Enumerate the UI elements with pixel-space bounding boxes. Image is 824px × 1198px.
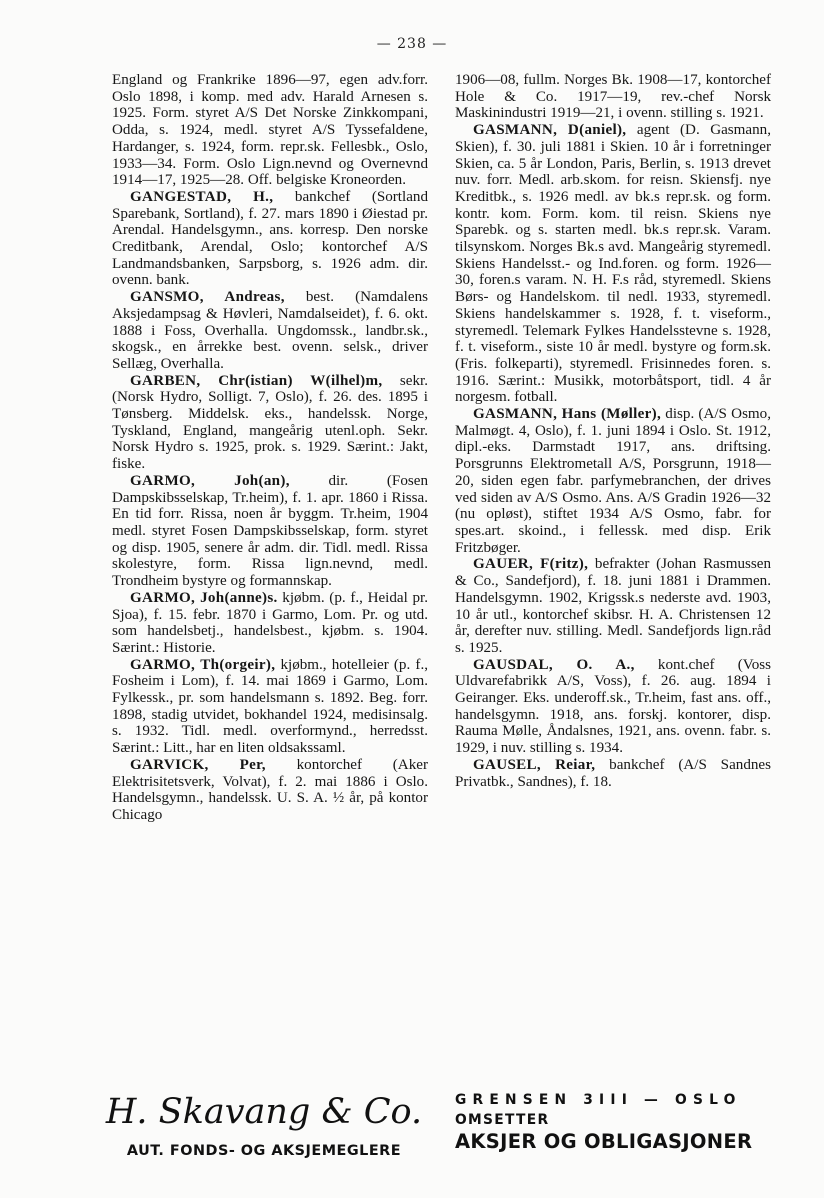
entry-text: dir. (Fosen Dampskibsselskap, Tr.heim), f. 1. apr. 1860 i Rissa. En tid forr. Rissa, noen år byggm. Tr.heim, 1904 medl. styret Fosen Dampskibsselskap, form. styret og disp. 1905, senere år adm. dir. Tidl. medl. Rissa skolestyre, form. Rissa lign.nevnd, medl. Trondheim bystyre og formannskap. bbox=[112, 472, 428, 590]
entry-text: bankchef (Sortland Sparebank, Sortland), f. 27. mars 1890 i Øiestad pr. Arendal. Handelsgymn., ans. korresp. Den norske Creditbank, Arendal, Oslo; kontorchef A/S Landmandsbanken, Sarpsborg, s. 1926 adm. dir. ovenn. bank. bbox=[112, 188, 428, 289]
firm-subtitle: AUT. FONDS- OG AKSJEMEGLERE bbox=[126, 1143, 402, 1159]
biography-entry bbox=[112, 373, 428, 473]
biography-entry bbox=[112, 657, 428, 757]
biography-entry bbox=[455, 122, 771, 406]
entry-text: befrakter (Johan Rasmussen & Co., Sandefjord), f. 18. juni 1881 i Drammen. Handelsgymn. 1902, Krigssk.s nederste avd. 1903, 10 år utl., kontorchef skibsr. H. A. Christensen 12 år, derefter nuv. stilling. Medl. Sandefjords lign.råd s. 1925. bbox=[455, 556, 771, 656]
entry-text: 1906—08, fullm. Norges Bk. 1908—17, kontorchef Hole & Co. 1917—19, rev.-chef Norsk Maskinindustri 1919—21, i ovenn. stilling s. 1921. bbox=[455, 72, 771, 122]
entry-text: agent (D. Gasmann, Skien), f. 30. juli 1881 i Skien. 10 år i forretninger Skien, ca. 5 år London, Paris, Berlin, s. 1913 drevet nuv. forr. Medl. arb.skom. for reisn. Skiensfj. nye Kreditbk., s. 1926 medl. av bk.s repr.sk. og form. kontr. kom. Form. kom. til reisn. Skiens nye Sparebk. og s. starten medl. bk.s repr.sk. Varam. tilsynskom. Norges Bk.s avd. Mangeårig styremedl. Skiens Handelsst.- og Ind.foren. og form. 1926—30, foren.s varam. N. H. F.s råd, styremedl. Skiens Børs- og Handelskom. til nedl. 1933, styremedl. Skiens handelskammer s. 1928, f. t. viseform., styremedl. Telemark Fylkes Handelsstevne s. 1928, f. t. viseform., siste 10 år medl. bystyre og form.sk. (Fris. folkeparti), styremedl. Frisinnedes foren. s. 1916. Særint.: Musikk, motorbåtsport, tidl. 4 år norgesm. fotball. bbox=[455, 122, 771, 406]
biography-entry bbox=[112, 590, 428, 657]
entry-text: kontorchef (Aker Elektrisitetsverk, Volvat), f. 2. mai 1886 i Oslo. Handelsgymn., handelssk. U. S. A. ½ år, på kontor Chicago bbox=[112, 756, 428, 823]
biography-entry bbox=[112, 72, 428, 189]
entry-name: GAUSDAL, O. A., bbox=[473, 656, 635, 673]
ad-omsetter: OMSETTER bbox=[455, 1112, 550, 1128]
page-number: — 238 — bbox=[376, 36, 448, 52]
entry-text: kjøbm., hotelleier (p. f., Fosheim i Lom), f. 14. mai 1869 i Garmo, Lom. Fylkessk., pr. som handelsmann s. 1892. Beg. forr. 1898, stadig utvidet, bokhandel 1924, medisinsalg. s. 1932. Tidl. medl. overformynd., herredsst. Særint.: Litt., har en liten oldsakssaml. bbox=[112, 656, 428, 757]
firm-name: H. Skavang & Co. bbox=[105, 1092, 423, 1132]
entry-text: England og Frankrike 1896—97, egen adv.forr. Oslo 1898, i komp. med adv. Harald Arnesen s. 1925. Form. styret A/S Det Norske Zinkkompani, Odda, s. 1924, medl. styret A/S Tyssefaldene, Hardanger, s. 1924, form. repr.sk. Fellesbk., Oslo, 1933—34. Form. Oslo Lign.nevnd og Overnevnd 1914—17, 1925—28. Off. belgiske Kroneorden. bbox=[112, 72, 428, 189]
entry-name: GAUER, F(ritz), bbox=[473, 556, 589, 573]
entry-name: GARMO, Th(orgeir), bbox=[130, 656, 276, 673]
entry-name: GARMO, Joh(an), bbox=[130, 472, 290, 489]
biography-entry bbox=[455, 556, 771, 656]
entry-name: GARBEN, Chr(istian) W(ilhel)m, bbox=[130, 372, 383, 389]
biography-entry bbox=[112, 473, 428, 590]
entry-name: GANSMO, Andreas, bbox=[130, 289, 285, 306]
biography-entry bbox=[455, 72, 771, 122]
biography-entry bbox=[455, 657, 771, 757]
entry-name: GASMANN, D(aniel), bbox=[473, 122, 627, 139]
entry-text: best. (Namdalens Aksjedampsag & Høvleri, Namdalseidet), f. 6. okt. 1888 i Foss, Overhalla. Ungdomssk., landbr.sk., skogsk., en årrekke best. ovenn. selsk., driver Sellæg, Overhalla. bbox=[112, 289, 428, 372]
entry-text: bankchef (A/S Sandnes Privatbk., Sandnes), f. 18. bbox=[455, 756, 771, 790]
entry-text: disp. (A/S Osmo, Malmøgt. 4, Oslo), f. 1. juni 1894 i Oslo. St. 1912, dipl.-eks. Darmstadt 1917, ans. driftsing. Porsgrunns Elektrometall A/S, Porsgrunn, 1918—20, siden egen fabr. parfymebranchen, der drives ved siden av A/S Osmo. Ans. A/S Gradin 1926—32 (nu opløst), stiftet 1934 A/S Osmo, fabr. for spes.art. skoind., i fellessk. med disp. Erik Fritzbøger. bbox=[455, 406, 771, 556]
entry-name: GASMANN, Hans (Møller), bbox=[473, 406, 662, 423]
biography-entry bbox=[455, 757, 771, 790]
ad-aksjer-obligasjoner: AKSJER OG OBLIGASJONER bbox=[455, 1130, 753, 1153]
biography-entry bbox=[112, 289, 428, 373]
biography-entry bbox=[112, 757, 428, 824]
left-column bbox=[112, 72, 428, 824]
entry-name: GARVICK, Per, bbox=[130, 756, 266, 773]
advertisement-skavang bbox=[92, 1092, 436, 1159]
entry-text: kjøbm. (p. f., Heidal pr. Sjoa), f. 15. febr. 1870 i Garmo, Lom. Pr. og utd. som handelsbetj., handelsbest., kjøbm. s. 1904. Særint.: Historie. bbox=[112, 589, 428, 656]
entry-text: kont.chef (Voss Uldvarefabrikk A/S, Voss), f. 26. aug. 1894 i Geiranger. Eks. underoff.sk., Tr.heim, fast ans. off., handelsgymn. 1918, ans. forskj. kontorer, disp. Rauma Mølle, Åndalsnes, 1921, ans. ovenn. fabr. s. 1929, i nuv. stilling s. 1934. bbox=[455, 656, 771, 757]
entry-name: GARMO, Joh(anne)s. bbox=[130, 589, 278, 606]
right-column bbox=[455, 72, 771, 790]
ad-address: GRENSEN 3III — OSLO bbox=[455, 1092, 742, 1108]
entry-name: GANGESTAD, H., bbox=[130, 188, 274, 205]
biography-entry bbox=[112, 189, 428, 289]
advertisement-omsetter bbox=[455, 1092, 785, 1153]
biography-entry bbox=[455, 406, 771, 556]
entry-text: sekr. (Norsk Hydro, Solligt. 7, Oslo), f. 26. des. 1895 i Tønsberg. Middelsk. eks., handelssk. Norge, Tyskland, England, mangeårig utenl.oph. Sekr. Norsk Hydro s. 1925, prok. s. 1929. Særint.: Jakt, fiske. bbox=[112, 372, 428, 473]
entry-name: GAUSEL, Reiar, bbox=[473, 756, 596, 773]
